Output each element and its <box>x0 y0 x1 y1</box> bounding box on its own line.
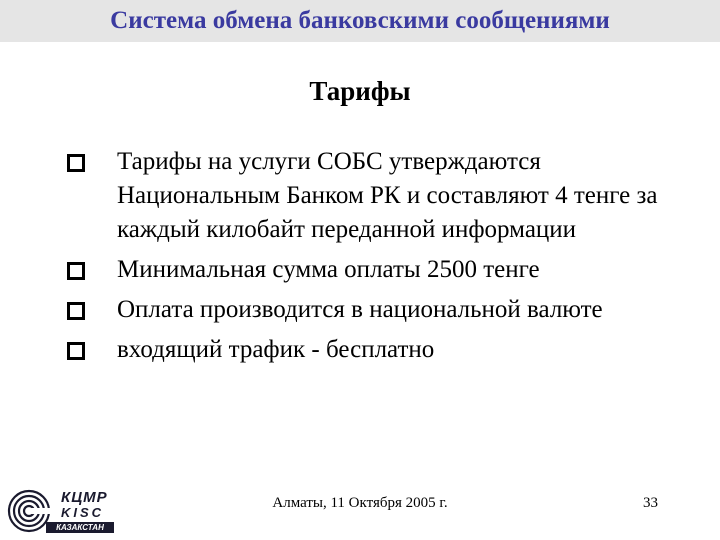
bullet-item <box>67 145 687 247</box>
page-number: 33 <box>643 495 658 511</box>
bullet-list <box>67 145 687 373</box>
bullet-text: Оплата производится в национальной валюте <box>117 296 603 323</box>
checkbox-bullet-icon <box>67 154 85 172</box>
logo-text-kcmr: КЦМР <box>61 489 108 506</box>
slide-title: Тарифы <box>309 76 411 106</box>
logo-text-kisc: KISC <box>61 505 105 520</box>
checkbox-bullet-icon <box>67 342 85 360</box>
logo-text-kazakhstan: КАЗАКСТАН <box>46 522 114 533</box>
bullet-text: Минимальная сумма оплаты 2500 тенге <box>117 256 540 283</box>
header-title: Система обмена банковскими сообщениями <box>110 7 610 34</box>
checkbox-bullet-icon <box>67 262 85 280</box>
bullet-item <box>67 253 687 287</box>
footer-location-date: Алматы, 11 Октября 2005 г. <box>272 495 448 511</box>
bullet-text: входящий трафик - бесплатно <box>117 336 435 363</box>
bullet-item <box>67 293 687 327</box>
checkbox-bullet-icon <box>67 302 85 320</box>
bullet-text: Тарифы на услуги СОБС утверждаются Национальным Банком РК и составляют 4 тенге за каждый килобайт переданной информации <box>117 148 658 243</box>
bullet-item <box>67 333 687 367</box>
